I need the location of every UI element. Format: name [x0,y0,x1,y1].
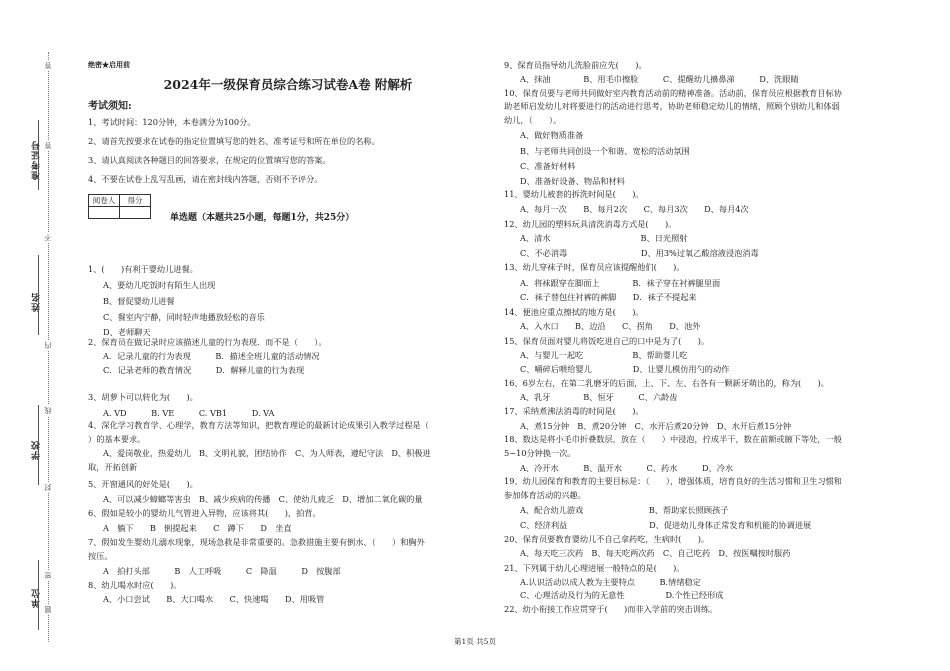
question-option: A、要幼儿吃饭时有陌生人出现 [103,280,216,290]
seal-char: 密 [44,572,52,579]
question-text: 取，开拓创新 [88,462,138,472]
score-header: 得分 [120,195,151,207]
question-option: A．将袜跟穿在脚面上 B．袜子穿在衬裤腿里面 [520,278,721,288]
seal-char: 题 [44,606,52,613]
notice-item: 4、不要在试卷上乱写乱画，请在密封线内答题，否则不予评分。 [88,174,323,184]
question-option: A、入水口 B、边沿 C、拐角 D、池外 [520,321,701,331]
notice-item: 3、请认真阅读各种题目的回答要求，在规定的位置填写您的答案。 [88,155,331,165]
question-option: A、做好物质准备 [520,130,584,140]
question-option: A、可以减少蟑螂等害虫 B、减少疾病的传播 C、使幼儿疲乏 D、增加二氧化碳的量 [103,494,423,504]
question-option: C、心理活动及行为的无意性 D.个性已经形成 [520,590,724,600]
question-text: 6、假如是较小的婴幼儿气管进入异物，应该将其( )，拍背。 [88,508,321,518]
question-option: A、爱岗敬业，热爱幼儿 B、文明礼貌，团结协作 C、为人师表，遵纪守法 D、积极进 [103,448,431,458]
question-text: 10、保育员要与老师共同做好室内教育活动前的精神准备。活动前，保育员应根据教育目标协 [504,88,842,98]
confidential-mark: 绝密★启用前 [88,60,130,69]
question-text: 18、数达是将小毛巾折叠数层，放在（ ）中浸泡，拧成半干，数在前额或腋下等处，一般 [504,434,842,444]
question-option: A、冷开水 B、温开水 C、药水 D、冷水 [520,463,734,473]
question-text: 11、婴幼儿被套的拆洗时间是( )。 [504,189,644,199]
unit-underline [38,560,39,630]
question-option: A、与婴儿一起吃 B、帮助婴儿吃 [520,350,688,360]
name-label: 姓名 [32,292,42,312]
question-text: 2、保育员在做记录时应该描述儿童的行为表现．而不是（ ）。 [88,337,327,347]
section-heading: 单选题（本题共25小题，每题1分，共25分） [170,213,355,223]
question-text: 22、幼小衔接工作应贯穿于( )而非入学前的突击训练。 [504,604,718,614]
question-text: 7、假如发生婴幼儿溺水现象，现场急救是非常重要的。急救措施主要有倒水、（ ）和胸外 [88,537,425,547]
notice-heading: 考试须知: [88,101,132,112]
seal-char: 封 [44,484,52,491]
question-text: 按压。 [88,551,113,561]
question-text: 9、保育员指导幼儿洗脸前应先( )。 [504,60,647,70]
question-option: A、乳牙 B、恒牙 C、六龄齿 [520,392,678,402]
seal-char: 答 [44,62,52,69]
admission-number-label: 准考证号 [32,140,42,180]
notice-item: 2、请首先按要求在试卷的指定位置填写您的姓名、准考证号和所在单位的名称。 [88,136,380,146]
question-option: A、抹油 B、用毛巾擦脸 C、提醒幼儿擤鼻涕 D、洗眼睛 [520,74,799,84]
question-text: 助老师启发幼儿对将要进行的活动进行思考，协助老师稳定幼儿的情绪，照顾个别幼儿和体弱 [504,101,840,111]
score-cell[interactable] [120,207,151,219]
question-text: 1、( )有利于婴幼儿进餐。 [88,264,198,274]
question-option: C．记录老师的教育情况 D．解释儿童的行为表现 [103,365,305,375]
question-option: A. VD B. VE C. VB1 D. VA [103,408,275,418]
question-option: D、准备好设备、物品和材料 [520,176,625,186]
question-text: 5~10分钟换一次。 [504,448,576,458]
school-label: 学校 [32,440,42,460]
seal-char: 线 [44,407,52,414]
page-title: 2024年一级保育员综合练习试卷A卷 附解析 [163,77,413,92]
question-option: C、准备好材料 [520,161,576,171]
page-number: 第1页 共5页 [454,637,496,646]
question-option: B、督促婴幼儿进餐 [103,296,175,306]
question-text: 14、便池应重点擦拭的地方是( )。 [504,307,644,317]
question-option: C、不必消毒 D、用3%过氧乙酸溶液浸泡消毒 [520,248,759,258]
question-text: ）的基本要求。 [88,434,146,444]
question-option: A 躺下 B 倒提起来 C 蹲下 D 坐直 [103,523,292,533]
unit-label: 单位 [32,588,42,608]
question-option: A、配合幼儿游戏 B、帮助家长照顾孩子 [520,505,729,515]
question-option: C．袜子替包住衬裤的裤脚 D．袜子不提起来 [520,292,697,302]
question-option: A、清水 B、日光照射 [520,233,688,243]
question-option: A.认识活动以成人教为主要特点 B.情绪稳定 [520,577,701,587]
seal-binding-margin [0,0,70,671]
question-option: C、餐室内宁静，同时轻声地播放轻松的音乐 [103,312,265,322]
school-underline [38,405,39,485]
question-option: C、嚼碎后喂给婴儿 D、让婴儿模仿用勺的动作 [520,364,730,374]
question-option: A．记录儿童的行为表现 B．描述全班儿童的活动情况 [103,351,320,361]
question-text: 16、6岁左右，在第二乳磨牙的后面，上、下、左、右各有一颗新牙萌出的，称为( )。 [504,378,829,388]
question-option: A、每天吃三次药 B、每天吃两次药 C、自己吃药 D、按医嘱按时服药 [520,548,791,558]
question-text: 17、采纳煮沸法消毒的时间是( )。 [504,406,644,416]
question-text: 19、幼儿园保育和教育的主要目标是：（ ），增强体质，培育良好的生活习惯和卫生习惯和 [504,476,842,486]
question-text: 3、胡萝卜可以转化为( )。 [88,392,198,402]
admission-number-underline [38,120,39,190]
question-option: D、老师聊天 [103,327,151,337]
seal-char: 答 [44,142,52,149]
question-text: 20、保育员要教育婴幼儿不自己拿药吃，生病时( )。 [504,534,710,544]
question-text: 参加体育活动的兴趣。 [504,490,586,500]
question-text: 5、开窗通风的好处是( )。 [88,479,198,489]
question-option: A、每月一次 B、每月2次 C、每月3次 D、每月4次 [520,204,749,214]
question-text: 幼儿，（ ）。 [504,115,562,125]
reviewer-cell[interactable] [89,207,120,219]
reviewer-header: 阅卷人 [89,195,120,207]
question-text: 21、下列属于幼儿心理进展一般特点的是( )。 [504,563,685,573]
seal-char: 不 [44,234,52,241]
question-text: 4、深化学习教育学、心理学，教育方法等知识，把教育理论的最新讨论成果引入教学过程是（ [88,420,429,430]
question-option: A、煮15分钟 B、煮20分钟 C、水开后煮20分钟 D、水开后煮15分钟 [520,421,792,431]
question-option: A、小口尝试 B、大口喝水 C、快速喝 D、用吸管 [103,594,325,604]
notice-item: 1、考试时间：120分钟，本卷满分为100分。 [88,117,256,127]
seal-char: 内 [44,342,52,349]
name-underline [38,255,39,335]
question-text: 8、幼儿喝水时应( )。 [88,580,182,590]
score-table [88,194,151,219]
question-text: 12、幼儿园的塑料玩具清洗消毒方式是( )。 [504,219,677,229]
question-text: 15、保育员面对婴儿将饭吃进自己的口中是为了( )。 [504,336,710,346]
question-option: A 拍打头部 B 人工呼吸 C 降温 D 按腹部 [103,566,341,576]
question-option: C、经济利益 D、促进幼儿身体正常发育和机能的协调进展 [520,520,812,530]
question-option: B、与老师共同创设一个和谐、宽松的活动氛围 [520,146,690,156]
question-text: 13、幼儿穿袜子时，保育员应该提醒他们( )。 [504,262,685,272]
